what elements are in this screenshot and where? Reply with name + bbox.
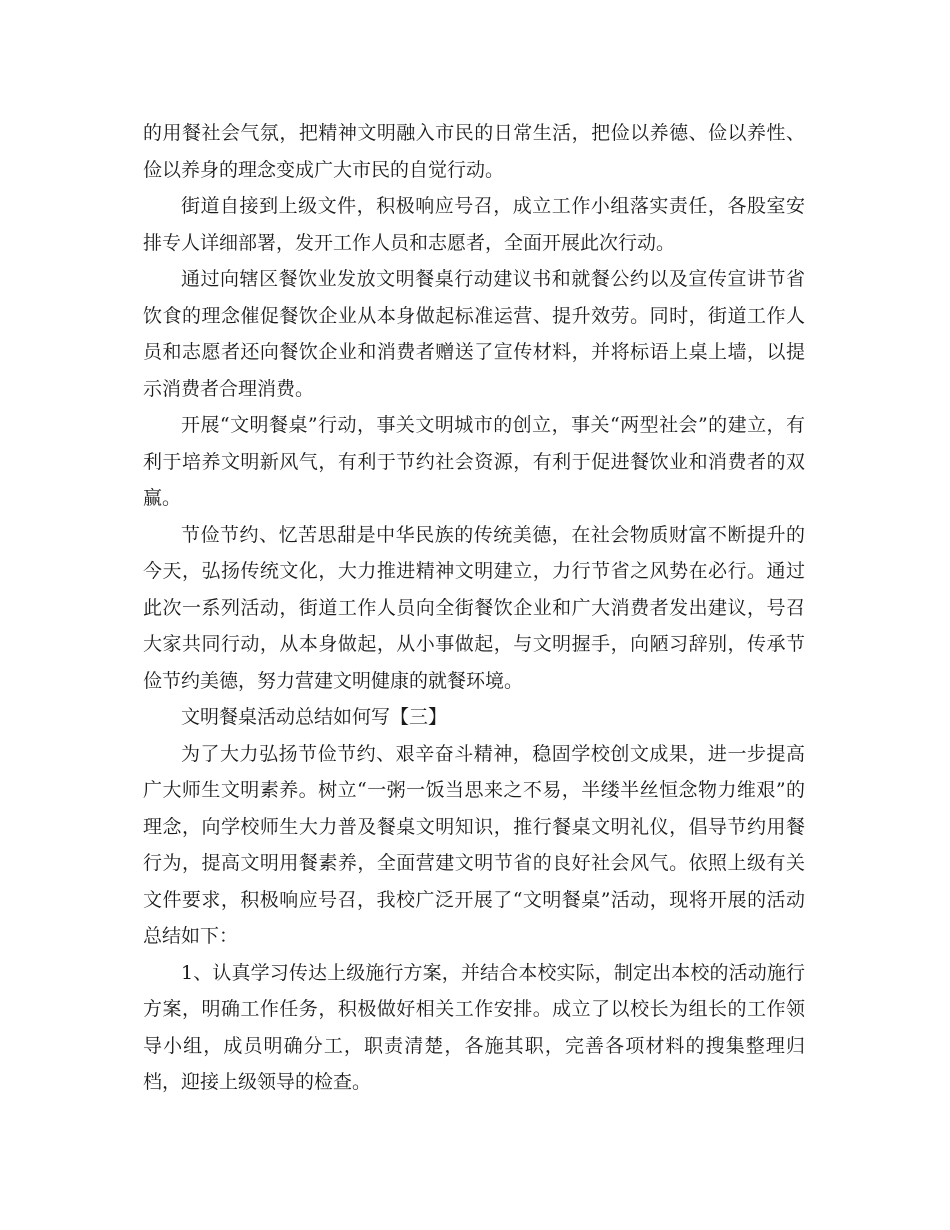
paragraph-7: 为了大力弘扬节俭节约、艰辛奋斗精神，稳固学校创文成果，进一步提高广大师生文明素养。树立“一粥一饭当思来之不易，半缕半丝恒念物力维艰”的理念，向学校师生大力普及餐桌文明知识，推行餐桌文明礼仪，倡导节约用餐行为，提高文明用餐素养，全面营建文明节省的良好社会风气。依照上级有关文件要求，积极响应号召，我校广泛开展了“文明餐桌”活动，现将开展的活动总结如下：: [143, 742, 805, 947]
paragraph-4: 开展“文明餐桌”行动，事关文明城市的创立，事关“两型社会”的建立，有利于培养文明新风气，有利于节约社会资源，有利于促进餐饮业和消费者的双赢。: [143, 414, 805, 509]
paragraph-5: 节俭节约、忆苦思甜是中华民族的传统美德，在社会物质财富不断提升的今天，弘扬传统文化，大力推进精神文明建立，力行节省之风势在必行。通过此次一系列活动，街道工作人员向全街餐饮企业和广大消费者发出建议，号召大家共同行动，从本身做起，从小事做起，与文明握手，向陋习辞别，传承节俭节约美德，努力营建文明健康的就餐环境。: [143, 523, 805, 692]
paragraph-2: 街道自接到上级文件，积极响应号召，成立工作小组落实责任，各股室安排专人详细部署，发开工作人员和志愿者，全面开展此次行动。: [143, 195, 805, 254]
paragraph-1: 的用餐社会气氛，把精神文明融入市民的日常生活，把俭以养德、俭以养性、俭以养身的理念变成广大市民的自觉行动。: [143, 122, 805, 181]
document-body: [143, 115, 805, 1101]
paragraph-3: 通过向辖区餐饮业发放文明餐桌行动建议书和就餐公约以及宣传宣讲节省饮食的理念催促餐饮企业从本身做起标准运营、提升效劳。同时，街道工作人员和志愿者还向餐饮企业和消费者赠送了宣传材料，并将标语上桌上墙，以提示消费者合理消费。: [143, 268, 805, 400]
paragraph-8: 1、认真学习传达上级施行方案，并结合本校实际，制定出本校的活动施行方案，明确工作任务，积极做好相关工作安排。成立了以校长为组长的工作领导小组，成员明确分工，职责清楚，各施其职，完善各项材料的搜集整理归档，迎接上级领导的检查。: [143, 961, 805, 1093]
section-heading: 文明餐桌活动总结如何写【三】: [181, 706, 448, 728]
